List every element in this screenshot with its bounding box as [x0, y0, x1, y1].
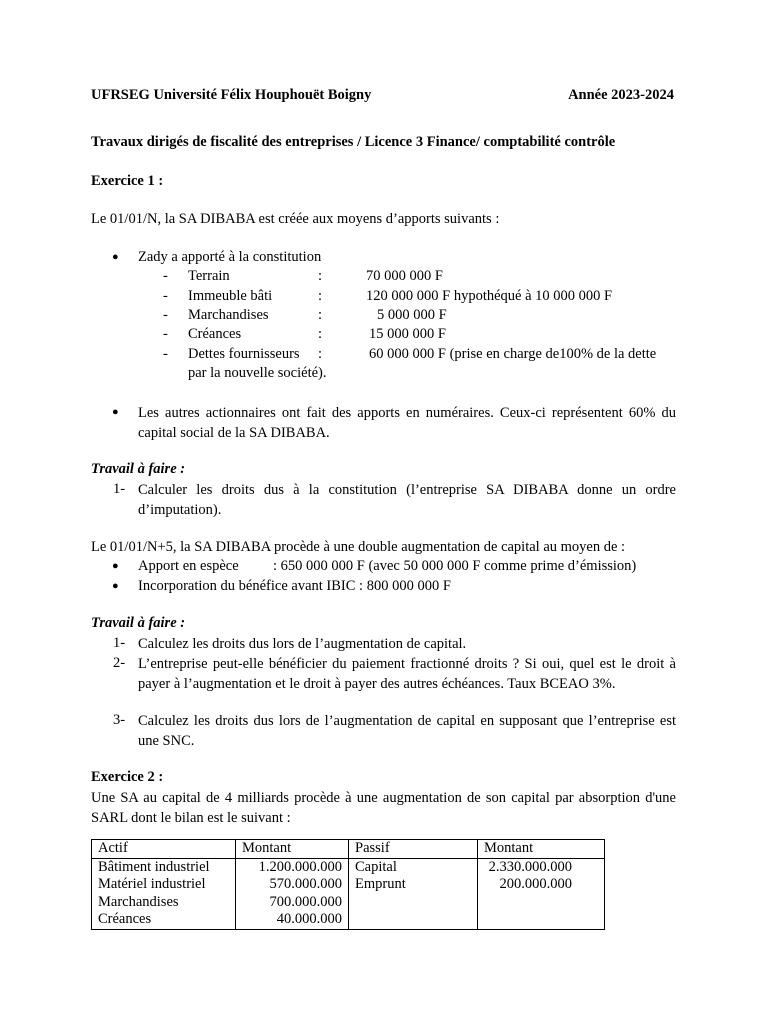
apport-label: Marchandises [188, 307, 269, 323]
actif-montant-column [236, 858, 349, 929]
augmentation-intro: Le 01/01/N+5, la SA DIBABA procède à une double augmentation de capital au moyen de : [91, 539, 626, 555]
apport-continuation: par la nouvelle société). [188, 365, 327, 381]
apport-label: Immeuble bâti [188, 288, 273, 304]
bilan-table [91, 839, 605, 930]
table-row [92, 858, 605, 929]
table-header-cell: Actif [92, 840, 236, 859]
apport-value: 5 000 000 F [377, 307, 447, 323]
question-number: 3- [113, 712, 126, 728]
apport-colon: : [318, 326, 323, 342]
bullet-zady: Zady a apporté à la constitution [138, 249, 322, 265]
question-text: Calculez les droits dus lors de l’augmentation de capital en supposant que l’entreprise est une SNC. [138, 713, 676, 749]
passif-column [349, 858, 478, 929]
apport-colon: : [318, 307, 323, 323]
table-header-cell: Montant [236, 840, 349, 859]
exercice1-intro: Le 01/01/N, la SA DIBABA est créée aux moyens d’apports suivants : [91, 211, 500, 227]
actif-item: Créances [98, 911, 152, 927]
actif-montant: 1.200.000.000 [258, 858, 342, 875]
document-title: Travaux dirigés de fiscalité des entreprises / Licence 3 Finance/ comptabilité contrôle [91, 134, 616, 150]
passif-montant: 2.330.000.000 [488, 858, 572, 875]
apport-espece-value: : 650 000 000 F (avec 50 000 000 F comme prime d’émission) [273, 558, 637, 574]
table-header-row [92, 840, 605, 859]
question-number: 1- [113, 481, 126, 497]
actif-montant: 700.000.000 [269, 893, 342, 910]
apport-value: 60 000 000 F (prise en charge de100% de la dette [369, 346, 657, 362]
dash-marker: - [163, 307, 168, 323]
question-text: Calculer les droits dus à la constitution (l’entreprise SA DIBABA donne un ordre d’imputation). [138, 482, 676, 518]
actif-column [92, 858, 236, 929]
apport-value: 120 000 000 F hypothéqué à 10 000 000 F [366, 288, 613, 304]
bullet-icon: ● [112, 580, 119, 592]
passif-montant: 200.000.000 [499, 876, 572, 892]
travail-heading: Travail à faire : [91, 461, 186, 477]
passif-montant-column [478, 858, 605, 929]
table-header-cell: Montant [478, 840, 605, 859]
actif-montant: 40.000.000 [276, 911, 342, 927]
bullet-icon: ● [112, 251, 119, 263]
passif-item: Capital [355, 858, 397, 875]
apport-colon: : [318, 268, 323, 284]
question-text: L’entreprise peut-elle bénéficier du paiement fractionné droits ? Si oui, quel est le droit à payer à l’augmentation et le droit à payer des autres échéances. Taux BCEAO 3%. [138, 656, 676, 692]
bullet-icon: ● [112, 560, 119, 572]
bullet-autres-actionnaires: Les autres actionnaires ont fait des apports en numéraires. Ceux-ci représentent 60% du capital social de la SA DIBABA. [138, 405, 676, 441]
apport-value: 15 000 000 F [369, 326, 446, 342]
question-number: 1- [113, 635, 126, 651]
question-text: Calculez les droits dus lors de l’augmentation de capital. [138, 636, 467, 652]
apport-label: Terrain [188, 268, 230, 284]
passif-item: Emprunt [355, 876, 406, 892]
question-number: 2- [113, 655, 126, 671]
institution-name: UFRSEG Université Félix Houphouët Boigny [91, 87, 372, 103]
actif-item: Marchandises [98, 893, 179, 910]
apport-label: Créances [188, 326, 242, 342]
apport-value: 70 000 000 F [366, 268, 443, 284]
exercice2-heading: Exercice 2 : [91, 769, 164, 785]
apport-colon: : [318, 288, 323, 304]
apport-label: Dettes fournisseurs [188, 346, 300, 362]
actif-montant: 570.000.000 [269, 876, 342, 892]
dash-marker: - [163, 326, 168, 342]
exercice2-intro: Une SA au capital de 4 milliards procède à une augmentation de son capital par absorption d'une SARL dont le bilan est le suivant : [91, 790, 676, 826]
dash-marker: - [163, 346, 168, 362]
academic-year: Année 2023-2024 [568, 87, 674, 103]
dash-marker: - [163, 288, 168, 304]
table-header-cell: Passif [349, 840, 478, 859]
apport-colon: : [318, 346, 323, 362]
exercice1-heading: Exercice 1 : [91, 173, 164, 189]
dash-marker: - [163, 268, 168, 284]
apport-espece-label: Apport en espèce [138, 558, 239, 574]
actif-item: Matériel industriel [98, 876, 206, 892]
actif-item: Bâtiment industriel [98, 858, 210, 875]
bullet-icon: ● [112, 406, 119, 418]
travail-heading: Travail à faire : [91, 615, 186, 631]
incorporation-benefice: Incorporation du bénéfice avant IBIC : 800 000 000 F [138, 578, 451, 594]
